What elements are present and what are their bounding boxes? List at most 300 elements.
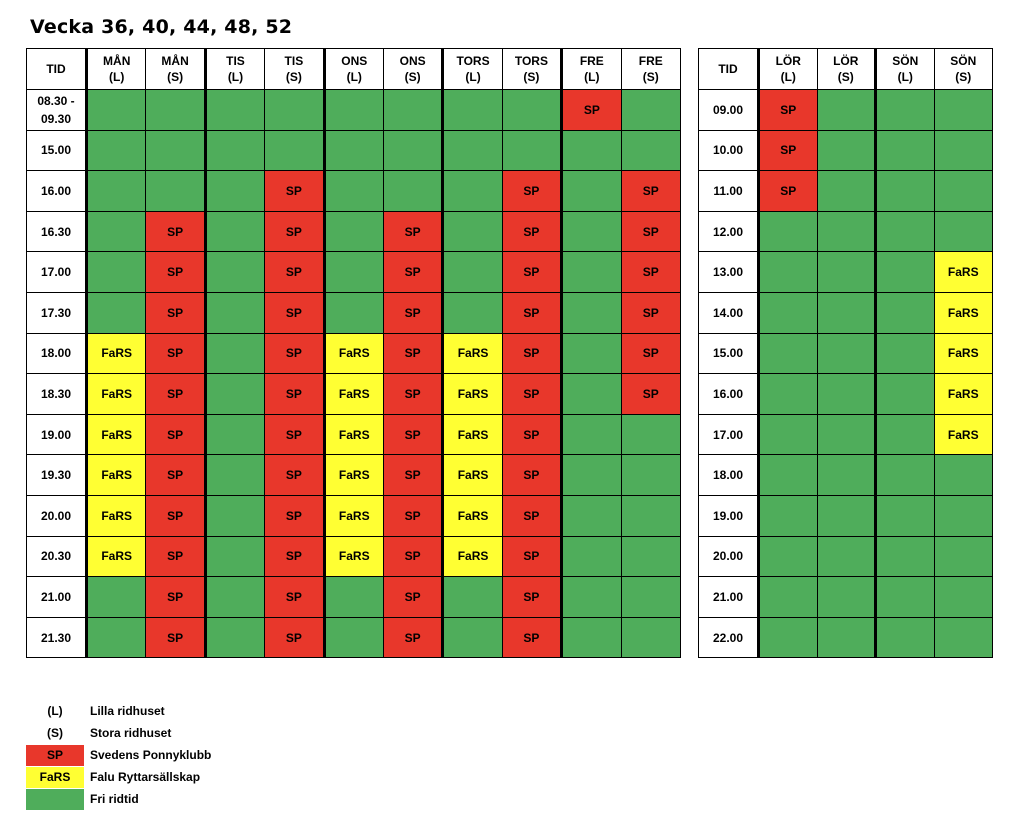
- table-row: [699, 414, 993, 455]
- free-cell: [759, 414, 818, 455]
- free-cell: [562, 171, 621, 212]
- free-cell: [562, 211, 621, 252]
- page-title: Vecka 36, 40, 44, 48, 52: [30, 16, 293, 38]
- booking-cell-sp: SP: [146, 414, 205, 455]
- booking-cell-sp: SP: [146, 455, 205, 496]
- free-cell: [205, 292, 264, 333]
- table-row: [27, 577, 681, 618]
- header-day: MÅN: [161, 54, 189, 68]
- booking-cell-sp: SP: [265, 495, 324, 536]
- legend-swatch: (L): [47, 704, 63, 718]
- time-cell: 18.00: [699, 455, 759, 496]
- free-cell: [383, 90, 442, 131]
- free-cell: [621, 617, 680, 658]
- booking-cell-sp: SP: [265, 374, 324, 415]
- booking-cell-sp: SP: [383, 374, 442, 415]
- column-header: [87, 49, 146, 90]
- header-venue: (S): [404, 70, 421, 84]
- free-cell: [876, 252, 935, 293]
- header-venue: (S): [523, 70, 540, 84]
- free-cell: [759, 333, 818, 374]
- header-venue: (S): [642, 70, 659, 84]
- time-cell: 17.00: [27, 252, 87, 293]
- booking-cell-sp: SP: [502, 374, 561, 415]
- booking-cell-sp: SP: [502, 211, 561, 252]
- booking-cell-sp: SP: [265, 577, 324, 618]
- free-cell: [324, 252, 383, 293]
- legend-swatch: SP: [26, 745, 84, 766]
- booking-cell-sp: SP: [502, 455, 561, 496]
- legend-item-fars: [26, 766, 211, 788]
- time-cell: 21.30: [27, 617, 87, 658]
- time-cell: 17.30: [27, 292, 87, 333]
- time-cell: 22.00: [699, 617, 759, 658]
- booking-cell-fars: FaRS: [934, 414, 993, 455]
- free-cell: [817, 455, 876, 496]
- booking-cell-fars: FaRS: [87, 374, 146, 415]
- booking-cell-sp: SP: [502, 617, 561, 658]
- free-cell: [817, 536, 876, 577]
- booking-cell-sp: SP: [146, 577, 205, 618]
- booking-cell-fars: FaRS: [324, 536, 383, 577]
- time-cell: 16.00: [699, 374, 759, 415]
- free-cell: [562, 455, 621, 496]
- free-cell: [876, 414, 935, 455]
- booking-cell-fars: FaRS: [443, 455, 502, 496]
- header-venue: (L): [227, 70, 244, 84]
- free-cell: [621, 577, 680, 618]
- header-venue: (S): [837, 70, 854, 84]
- booking-cell-sp: SP: [502, 292, 561, 333]
- booking-cell-sp: SP: [265, 414, 324, 455]
- table-row: [699, 292, 993, 333]
- column-header: [817, 49, 876, 90]
- free-cell: [759, 252, 818, 293]
- free-cell: [562, 617, 621, 658]
- booking-cell-sp: SP: [265, 252, 324, 293]
- column-header: [502, 49, 561, 90]
- booking-cell-sp: SP: [562, 90, 621, 131]
- booking-cell-sp: SP: [621, 211, 680, 252]
- table-row: [27, 617, 681, 658]
- free-cell: [621, 90, 680, 131]
- free-cell: [324, 90, 383, 131]
- booking-cell-sp: SP: [265, 292, 324, 333]
- table-row: [699, 171, 993, 212]
- free-cell: [621, 130, 680, 171]
- booking-cell-sp: SP: [502, 414, 561, 455]
- booking-cell-sp: SP: [146, 252, 205, 293]
- free-cell: [443, 90, 502, 131]
- legend-item-lilla: [26, 700, 211, 722]
- table-row: [27, 333, 681, 374]
- free-cell: [324, 292, 383, 333]
- free-cell: [817, 211, 876, 252]
- free-cell: [876, 455, 935, 496]
- free-cell: [205, 252, 264, 293]
- free-cell: [817, 414, 876, 455]
- table-row: [699, 333, 993, 374]
- booking-cell-fars: FaRS: [443, 333, 502, 374]
- header-day: SÖN: [950, 54, 977, 68]
- free-cell: [759, 617, 818, 658]
- free-cell: [443, 171, 502, 212]
- free-cell: [87, 617, 146, 658]
- booking-cell-sp: SP: [383, 252, 442, 293]
- free-cell: [205, 171, 264, 212]
- time-cell: 20.30: [27, 536, 87, 577]
- header-day: TIS: [226, 54, 245, 68]
- booking-cell-sp: SP: [759, 171, 818, 212]
- free-cell: [87, 171, 146, 212]
- free-cell: [562, 333, 621, 374]
- free-cell: [562, 577, 621, 618]
- booking-cell-fars: FaRS: [87, 414, 146, 455]
- free-cell: [205, 536, 264, 577]
- free-cell: [205, 414, 264, 455]
- time-cell: 19.00: [27, 414, 87, 455]
- header-venue: (S): [955, 70, 972, 84]
- legend-swatch: [26, 789, 84, 810]
- booking-cell-sp: SP: [502, 536, 561, 577]
- free-cell: [876, 577, 935, 618]
- free-cell: [759, 374, 818, 415]
- booking-cell-sp: SP: [383, 292, 442, 333]
- header-venue: (S): [167, 70, 184, 84]
- table-row: [27, 374, 681, 415]
- table-row: [699, 577, 993, 618]
- free-cell: [502, 130, 561, 171]
- free-cell: [562, 414, 621, 455]
- time-cell: 10.00: [699, 130, 759, 171]
- free-cell: [817, 252, 876, 293]
- free-cell: [876, 171, 935, 212]
- column-header: [562, 49, 621, 90]
- time-cell: 09.00: [699, 90, 759, 131]
- booking-cell-fars: FaRS: [934, 333, 993, 374]
- free-cell: [934, 495, 993, 536]
- free-cell: [876, 211, 935, 252]
- booking-cell-fars: FaRS: [324, 495, 383, 536]
- free-cell: [205, 577, 264, 618]
- header-day: LÖR: [775, 54, 801, 68]
- free-cell: [934, 536, 993, 577]
- table-row: [27, 252, 681, 293]
- time-cell: 19.00: [699, 495, 759, 536]
- free-cell: [324, 617, 383, 658]
- booking-cell-sp: SP: [146, 292, 205, 333]
- booking-cell-sp: SP: [759, 90, 818, 131]
- booking-cell-fars: FaRS: [934, 292, 993, 333]
- booking-cell-sp: SP: [502, 577, 561, 618]
- time-cell: 18.30: [27, 374, 87, 415]
- free-cell: [443, 252, 502, 293]
- booking-cell-sp: SP: [146, 495, 205, 536]
- time-cell: 20.00: [699, 536, 759, 577]
- booking-cell-fars: FaRS: [324, 374, 383, 415]
- booking-cell-sp: SP: [146, 211, 205, 252]
- table-row: [27, 90, 681, 131]
- free-cell: [443, 617, 502, 658]
- booking-cell-fars: FaRS: [443, 536, 502, 577]
- free-cell: [759, 292, 818, 333]
- time-cell: 16.30: [27, 211, 87, 252]
- header-day: SÖN: [892, 54, 919, 68]
- free-cell: [934, 455, 993, 496]
- booking-cell-fars: FaRS: [87, 495, 146, 536]
- free-cell: [562, 536, 621, 577]
- table-row: [699, 90, 993, 131]
- time-cell: 08.30 - 09.30: [27, 90, 87, 131]
- free-cell: [205, 130, 264, 171]
- column-header: [876, 49, 935, 90]
- booking-cell-fars: FaRS: [443, 374, 502, 415]
- legend-label: Falu Ryttarsällskap: [90, 770, 201, 784]
- header-venue: (L): [465, 70, 481, 84]
- header-row: [699, 49, 993, 90]
- free-cell: [621, 536, 680, 577]
- free-cell: [324, 171, 383, 212]
- booking-cell-fars: FaRS: [87, 536, 146, 577]
- column-header-tid: [27, 49, 87, 90]
- booking-cell-fars: FaRS: [443, 495, 502, 536]
- column-header: [759, 49, 818, 90]
- free-cell: [759, 211, 818, 252]
- column-header: [383, 49, 442, 90]
- column-header-tid: [699, 49, 759, 90]
- booking-cell-sp: SP: [146, 536, 205, 577]
- table-row: [699, 374, 993, 415]
- time-cell: 11.00: [699, 171, 759, 212]
- free-cell: [324, 211, 383, 252]
- legend: [26, 700, 211, 810]
- free-cell: [817, 171, 876, 212]
- free-cell: [759, 495, 818, 536]
- free-cell: [876, 495, 935, 536]
- header-venue: (L): [780, 70, 796, 84]
- free-cell: [562, 130, 621, 171]
- table-row: [699, 617, 993, 658]
- free-cell: [265, 130, 324, 171]
- time-cell: 18.00: [27, 333, 87, 374]
- free-cell: [87, 130, 146, 171]
- free-cell: [324, 130, 383, 171]
- legend-label: Lilla ridhuset: [90, 704, 165, 718]
- time-cell: 13.00: [699, 252, 759, 293]
- header-day: ONS: [399, 54, 426, 68]
- free-cell: [876, 292, 935, 333]
- free-cell: [759, 536, 818, 577]
- legend-swatch: FaRS: [26, 767, 84, 788]
- legend-item-free: [26, 788, 211, 810]
- free-cell: [876, 333, 935, 374]
- free-cell: [205, 90, 264, 131]
- free-cell: [443, 211, 502, 252]
- booking-cell-fars: FaRS: [934, 252, 993, 293]
- booking-cell-sp: SP: [383, 495, 442, 536]
- column-header: [324, 49, 383, 90]
- free-cell: [383, 130, 442, 171]
- free-cell: [443, 577, 502, 618]
- table-row: [27, 130, 681, 171]
- free-cell: [146, 130, 205, 171]
- free-cell: [205, 211, 264, 252]
- booking-cell-fars: FaRS: [324, 455, 383, 496]
- table-row: [27, 211, 681, 252]
- header-venue: (L): [584, 70, 600, 84]
- table-row: [699, 455, 993, 496]
- booking-cell-fars: FaRS: [324, 414, 383, 455]
- legend-label: Stora ridhuset: [90, 726, 172, 740]
- header-venue: (L): [109, 70, 125, 84]
- booking-cell-sp: SP: [265, 617, 324, 658]
- legend-item-stora: [26, 722, 211, 744]
- booking-cell-sp: SP: [265, 333, 324, 374]
- column-header: [443, 49, 502, 90]
- free-cell: [817, 333, 876, 374]
- booking-cell-sp: SP: [383, 455, 442, 496]
- header-day: ONS: [341, 54, 368, 68]
- booking-cell-sp: SP: [621, 292, 680, 333]
- header-day: FRE: [638, 54, 663, 68]
- free-cell: [817, 617, 876, 658]
- booking-cell-sp: SP: [383, 536, 442, 577]
- booking-cell-sp: SP: [265, 536, 324, 577]
- free-cell: [876, 90, 935, 131]
- free-cell: [817, 90, 876, 131]
- table-row: [27, 414, 681, 455]
- booking-cell-sp: SP: [502, 333, 561, 374]
- booking-cell-fars: FaRS: [87, 455, 146, 496]
- free-cell: [817, 495, 876, 536]
- legend-swatch: (S): [47, 726, 63, 740]
- table-row: [27, 171, 681, 212]
- free-cell: [562, 252, 621, 293]
- time-cell: 21.00: [27, 577, 87, 618]
- free-cell: [87, 292, 146, 333]
- table-row: [699, 130, 993, 171]
- free-cell: [324, 577, 383, 618]
- legend-item-sp: [26, 744, 211, 766]
- booking-cell-sp: SP: [621, 333, 680, 374]
- header-venue: (L): [346, 70, 362, 84]
- header-day: TORS: [514, 54, 548, 68]
- time-cell: 14.00: [699, 292, 759, 333]
- free-cell: [443, 130, 502, 171]
- free-cell: [87, 577, 146, 618]
- time-cell: 12.00: [699, 211, 759, 252]
- free-cell: [876, 374, 935, 415]
- header-day: FRE: [579, 54, 604, 68]
- booking-cell-sp: SP: [502, 171, 561, 212]
- free-cell: [87, 211, 146, 252]
- booking-cell-sp: SP: [621, 252, 680, 293]
- header-day: TID: [46, 62, 66, 76]
- booking-cell-sp: SP: [621, 374, 680, 415]
- table-row: [27, 455, 681, 496]
- free-cell: [876, 617, 935, 658]
- booking-cell-fars: FaRS: [324, 333, 383, 374]
- free-cell: [562, 495, 621, 536]
- header-day: TID: [718, 62, 738, 76]
- free-cell: [146, 90, 205, 131]
- booking-cell-sp: SP: [383, 211, 442, 252]
- free-cell: [817, 577, 876, 618]
- free-cell: [146, 171, 205, 212]
- time-cell: 20.00: [27, 495, 87, 536]
- time-cell: 16.00: [27, 171, 87, 212]
- free-cell: [383, 171, 442, 212]
- free-cell: [562, 374, 621, 415]
- booking-cell-sp: SP: [621, 171, 680, 212]
- booking-cell-fars: FaRS: [87, 333, 146, 374]
- weekday-schedule-table: [26, 48, 681, 658]
- time-cell: 17.00: [699, 414, 759, 455]
- free-cell: [205, 374, 264, 415]
- free-cell: [759, 455, 818, 496]
- booking-cell-sp: SP: [502, 495, 561, 536]
- weekend-schedule-table: [698, 48, 993, 658]
- time-cell: 21.00: [699, 577, 759, 618]
- free-cell: [562, 292, 621, 333]
- free-cell: [443, 292, 502, 333]
- free-cell: [934, 130, 993, 171]
- booking-cell-sp: SP: [383, 414, 442, 455]
- booking-cell-sp: SP: [383, 617, 442, 658]
- table-row: [699, 536, 993, 577]
- header-venue: (S): [285, 70, 302, 84]
- time-cell: 15.00: [27, 130, 87, 171]
- booking-cell-sp: SP: [759, 130, 818, 171]
- legend-label: Fri ridtid: [90, 792, 139, 806]
- booking-cell-sp: SP: [265, 211, 324, 252]
- booking-cell-fars: FaRS: [934, 374, 993, 415]
- booking-cell-sp: SP: [265, 455, 324, 496]
- free-cell: [817, 130, 876, 171]
- header-day: TIS: [284, 54, 304, 68]
- table-row: [27, 495, 681, 536]
- booking-cell-sp: SP: [383, 333, 442, 374]
- column-header: [621, 49, 680, 90]
- free-cell: [621, 455, 680, 496]
- free-cell: [934, 211, 993, 252]
- free-cell: [817, 292, 876, 333]
- free-cell: [205, 495, 264, 536]
- free-cell: [621, 495, 680, 536]
- free-cell: [934, 90, 993, 131]
- column-header: [934, 49, 993, 90]
- free-cell: [265, 90, 324, 131]
- booking-cell-sp: SP: [146, 374, 205, 415]
- booking-cell-fars: FaRS: [443, 414, 502, 455]
- table-row: [699, 211, 993, 252]
- free-cell: [502, 90, 561, 131]
- column-header: [146, 49, 205, 90]
- header-row: [27, 49, 681, 90]
- header-day: LÖR: [833, 54, 859, 68]
- free-cell: [876, 130, 935, 171]
- booking-cell-sp: SP: [502, 252, 561, 293]
- header-day: MÅN: [103, 54, 131, 68]
- free-cell: [876, 536, 935, 577]
- table-row: [27, 292, 681, 333]
- free-cell: [934, 171, 993, 212]
- column-header: [205, 49, 264, 90]
- booking-cell-sp: SP: [146, 333, 205, 374]
- table-row: [699, 495, 993, 536]
- free-cell: [934, 617, 993, 658]
- legend-label: Svedens Ponnyklubb: [90, 748, 212, 762]
